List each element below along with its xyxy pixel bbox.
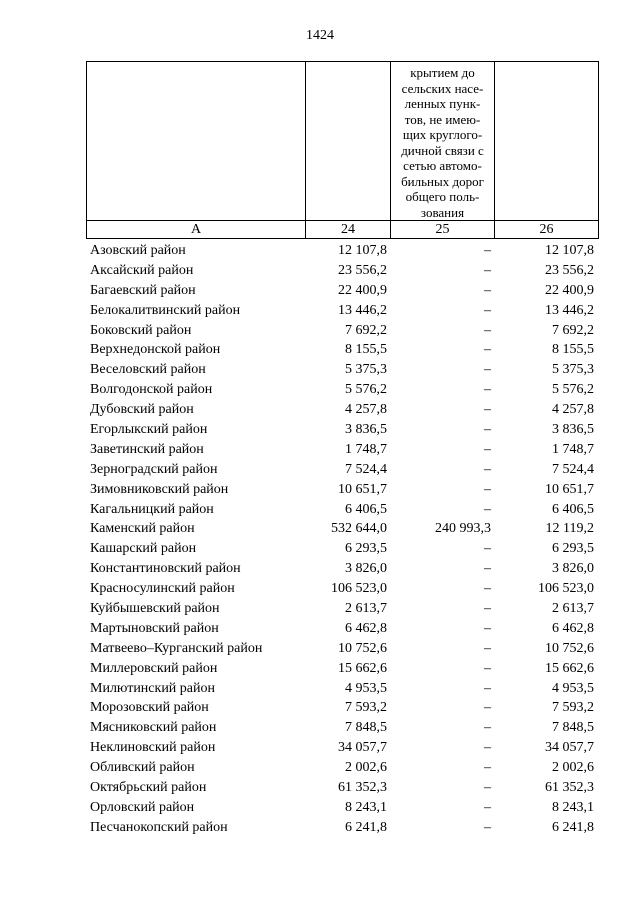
district-name: Орловский район [90, 799, 195, 815]
value-col-26: 13 446,2 [545, 302, 594, 318]
value-col-26: 5 375,3 [552, 362, 594, 378]
value-col-24: 23 556,2 [338, 262, 387, 278]
col25-description-line: тов, не имею- [404, 111, 481, 127]
value-col-24: 6 241,8 [345, 819, 387, 835]
value-col-26: 23 556,2 [545, 262, 594, 278]
district-name: Песчанокопский район [90, 819, 228, 835]
value-col-26: 7 593,2 [552, 700, 594, 716]
table-row [90, 818, 606, 838]
value-col-25: – [484, 720, 491, 736]
value-col-24: 532 644,0 [331, 521, 387, 537]
table-row [90, 599, 606, 619]
col25-description-line: зования [420, 204, 465, 220]
value-col-24: 7 848,5 [345, 720, 387, 736]
header-cell-26-blank [495, 62, 599, 221]
district-name: Белокалитвинский район [90, 302, 241, 318]
table-row [90, 619, 606, 639]
header-cell-a-blank [87, 62, 306, 221]
table-row [90, 579, 606, 599]
table-row [90, 758, 606, 778]
value-col-26: 6 462,8 [552, 620, 594, 636]
value-col-26: 10 651,7 [545, 481, 594, 497]
header-cell-25-description [391, 62, 495, 221]
value-col-26: 6 293,5 [552, 541, 594, 557]
value-col-25: – [484, 660, 491, 676]
value-col-26: 7 692,2 [552, 322, 594, 338]
district-name: Каменский район [90, 521, 195, 537]
value-col-24: 15 662,6 [338, 660, 387, 676]
table-row [90, 241, 606, 261]
value-col-26: 5 576,2 [552, 382, 594, 398]
district-name: Боковский район [90, 322, 192, 338]
col25-description-line: дичной связи с [401, 142, 484, 158]
value-col-24: 6 406,5 [345, 501, 387, 517]
table-row [90, 639, 606, 659]
col25-description-line: ленных пунк- [404, 96, 481, 111]
district-name: Морозовский район [90, 700, 209, 716]
table-row [90, 360, 606, 380]
table-row [90, 380, 606, 400]
value-col-26: 8 155,5 [552, 342, 594, 358]
table-row [90, 659, 606, 679]
value-col-25: 240 993,3 [435, 521, 491, 537]
district-name: Константиновский район [90, 561, 241, 577]
district-name: Мартыновский район [90, 620, 219, 636]
value-col-24: 5 576,2 [345, 382, 387, 398]
value-col-25: – [484, 601, 491, 617]
value-col-24: 6 462,8 [345, 620, 387, 636]
district-name: Дубовский район [90, 402, 194, 418]
table-row [90, 679, 606, 699]
value-col-26: 6 406,5 [552, 501, 594, 517]
value-col-24: 7 692,2 [345, 322, 387, 338]
district-name: Кагальницкий район [90, 501, 214, 517]
value-col-26: 8 243,1 [552, 799, 594, 815]
district-name: Егорлыкский район [90, 422, 208, 438]
value-col-25: – [484, 819, 491, 835]
value-col-26: 3 836,5 [552, 422, 594, 438]
value-col-25: – [484, 700, 491, 716]
table-row [90, 480, 606, 500]
value-col-25: – [484, 302, 491, 318]
value-col-24: 22 400,9 [338, 282, 387, 298]
district-name: Аксайский район [90, 262, 194, 278]
value-col-24: 6 293,5 [345, 541, 387, 557]
value-col-25: – [484, 799, 491, 815]
value-col-24: 3 836,5 [345, 422, 387, 438]
header-col-26: 26 [495, 221, 599, 239]
table-row [90, 718, 606, 738]
district-name: Миллеровский район [90, 660, 218, 676]
table-row [90, 559, 606, 579]
col25-description-line: общего поль- [405, 189, 480, 204]
value-col-25: – [484, 581, 491, 597]
value-col-25: – [484, 422, 491, 438]
value-col-24: 7 524,4 [345, 461, 387, 477]
header-col-24: 24 [306, 221, 391, 239]
value-col-26: 4 257,8 [552, 402, 594, 418]
col25-description-line: крытием до [410, 65, 475, 80]
table-row [90, 500, 606, 520]
value-col-25: – [484, 561, 491, 577]
district-name: Зимовниковский район [90, 481, 229, 497]
table-row [90, 738, 606, 758]
table-row [90, 440, 606, 460]
value-col-26: 15 662,6 [545, 660, 594, 676]
value-col-24: 5 375,3 [345, 362, 387, 378]
district-name: Неклиновский район [90, 740, 216, 756]
table-row [90, 261, 606, 281]
district-name: Милютинский район [90, 680, 216, 696]
value-col-25: – [484, 342, 491, 358]
value-col-25: – [484, 760, 491, 776]
col25-description-line: сельских насе- [401, 80, 484, 96]
table-row [90, 798, 606, 818]
value-col-24: 10 651,7 [338, 481, 387, 497]
value-col-26: 12 119,2 [545, 521, 594, 537]
value-col-24: 106 523,0 [331, 581, 387, 597]
header-col-a: А [87, 221, 306, 239]
value-col-25: – [484, 780, 491, 796]
col25-description-line: бильных дорог [401, 173, 484, 189]
value-col-25: – [484, 282, 491, 298]
district-name: Мясниковский район [90, 720, 217, 736]
value-col-26: 4 953,5 [552, 680, 594, 696]
value-col-25: – [484, 620, 491, 636]
table-row [90, 519, 606, 539]
value-col-24: 2 002,6 [345, 760, 387, 776]
district-name: Верхнедонской район [90, 342, 221, 358]
table-body [90, 241, 606, 838]
district-name: Октябрьский район [90, 780, 207, 796]
value-col-25: – [484, 541, 491, 557]
table-row [90, 321, 606, 341]
district-name: Веселовский район [90, 362, 206, 378]
value-col-24: 7 593,2 [345, 700, 387, 716]
col25-description-line: сетью автомо- [403, 158, 482, 173]
value-col-24: 4 257,8 [345, 402, 387, 418]
district-name: Кашарский район [90, 541, 197, 557]
value-col-24: 3 826,0 [345, 561, 387, 577]
value-col-25: – [484, 740, 491, 756]
value-col-24: 13 446,2 [338, 302, 387, 318]
value-col-25: – [484, 441, 491, 457]
value-col-26: 1 748,7 [552, 441, 594, 457]
district-name: Волгодонской район [90, 382, 213, 398]
value-col-25: – [484, 402, 491, 418]
header-cell-24-blank [306, 62, 391, 221]
value-col-26: 2 002,6 [552, 760, 594, 776]
value-col-26: 61 352,3 [545, 780, 594, 796]
value-col-26: 3 826,0 [552, 561, 594, 577]
value-col-24: 10 752,6 [338, 640, 387, 656]
value-col-24: 34 057,7 [338, 740, 387, 756]
value-col-25: – [484, 322, 491, 338]
value-col-26: 6 241,8 [552, 819, 594, 835]
value-col-26: 10 752,6 [545, 640, 594, 656]
value-col-25: – [484, 680, 491, 696]
district-name: Заветинский район [90, 441, 204, 457]
table-row [90, 460, 606, 480]
district-name: Багаевский район [90, 282, 196, 298]
table-row [90, 539, 606, 559]
value-col-24: 4 953,5 [345, 680, 387, 696]
value-col-26: 34 057,7 [545, 740, 594, 756]
value-col-25: – [484, 382, 491, 398]
value-col-25: – [484, 501, 491, 517]
col25-description [391, 62, 494, 220]
table-row [90, 420, 606, 440]
table-row [90, 340, 606, 360]
value-col-25: – [484, 640, 491, 656]
table-row [90, 400, 606, 420]
value-col-25: – [484, 262, 491, 278]
page-number: 1424 [306, 28, 334, 43]
district-name: Зерноградский район [90, 461, 218, 477]
table-row [90, 698, 606, 718]
value-col-24: 2 613,7 [345, 601, 387, 617]
value-col-25: – [484, 461, 491, 477]
value-col-25: – [484, 481, 491, 497]
value-col-25: – [484, 243, 491, 258]
table-header [86, 61, 599, 239]
value-col-24: 1 748,7 [345, 441, 387, 457]
table-row [90, 778, 606, 798]
value-col-26: 2 613,7 [552, 601, 594, 617]
table-row [90, 281, 606, 301]
col25-description-line: щих круглого- [402, 127, 483, 142]
district-name: Куйбышевский район [90, 601, 220, 617]
value-col-26: 7 524,4 [552, 461, 594, 477]
district-name: Азовский район [90, 243, 186, 258]
district-name: Красносулинский район [90, 581, 235, 597]
value-col-24: 12 107,8 [338, 243, 387, 258]
value-col-26: 106 523,0 [538, 581, 594, 597]
value-col-24: 8 243,1 [345, 799, 387, 815]
district-name: Матвеево–Курганский район [90, 640, 263, 656]
value-col-26: 7 848,5 [552, 720, 594, 736]
header-col-25: 25 [391, 221, 495, 239]
table-row [90, 301, 606, 321]
value-col-25: – [484, 362, 491, 378]
district-name: Обливский район [90, 760, 195, 776]
value-col-26: 22 400,9 [545, 282, 594, 298]
value-col-24: 61 352,3 [338, 780, 387, 796]
value-col-24: 8 155,5 [345, 342, 387, 358]
value-col-26: 12 107,8 [545, 243, 594, 258]
